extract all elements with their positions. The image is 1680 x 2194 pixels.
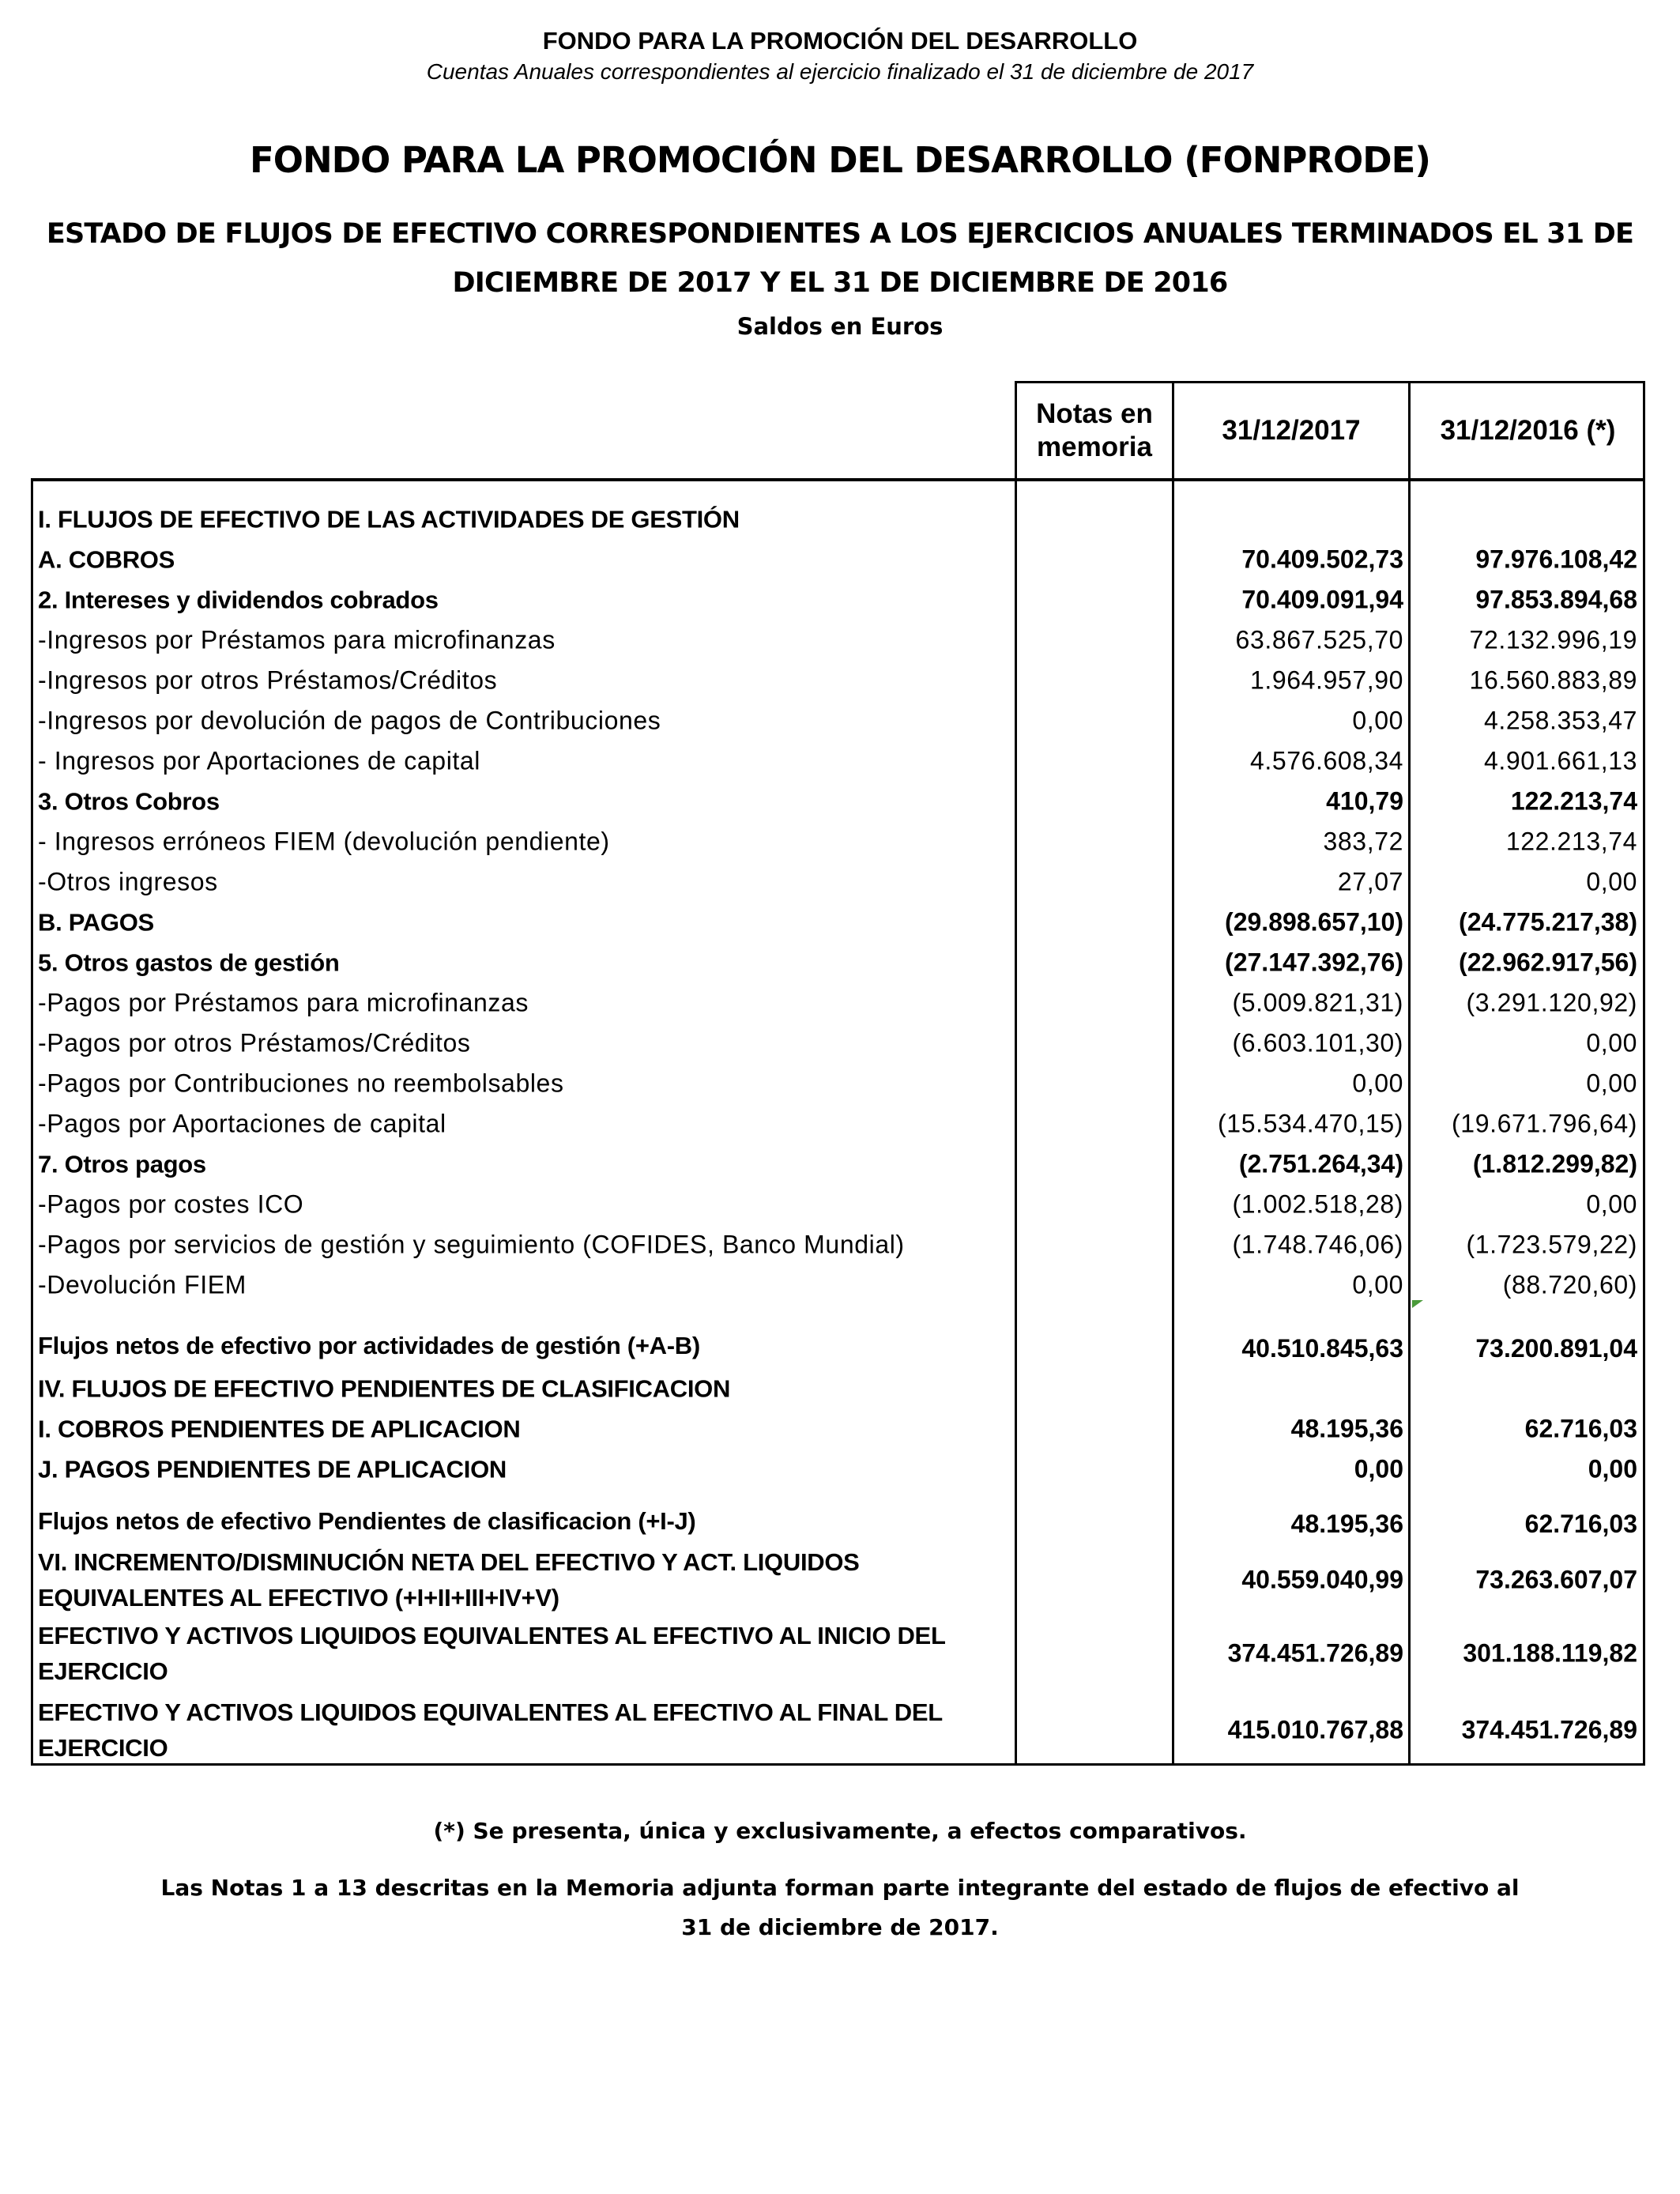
- table-row: [33, 1184, 1643, 1224]
- comment-indicator-icon: [1412, 1300, 1423, 1308]
- row-label: -Ingresos por Préstamos para microfinanzas: [38, 625, 556, 654]
- document-header-subtitle: Cuentas Anuales correspondientes al ejercicio finalizado el 31 de diciembre de 2017: [426, 59, 1254, 84]
- value-2016: (24.775.217,38): [1459, 907, 1637, 936]
- value-2017: 63.867.525,70: [1235, 625, 1403, 654]
- value-2016: 97.853.894,68: [1475, 585, 1637, 613]
- table-row: [33, 821, 1643, 861]
- table-row: [33, 1691, 1643, 1770]
- value-2017: 374.451.726,89: [1227, 1638, 1403, 1668]
- value-2017: 70.409.091,94: [1241, 585, 1403, 613]
- table-row: [33, 1449, 1643, 1489]
- row-label: 5. Otros gastos de gestión: [38, 948, 340, 976]
- row-label: -Devolución FIEM: [38, 1270, 247, 1299]
- value-2017: (15.534.470,15): [1218, 1109, 1403, 1137]
- value-2016: (88.720,60): [1502, 1270, 1637, 1299]
- row-label: - Ingresos por Aportaciones de capital: [38, 746, 481, 775]
- value-2016: (1.812.299,82): [1472, 1149, 1637, 1178]
- table-row: [33, 902, 1643, 942]
- value-2017: 40.510.845,63: [1241, 1334, 1403, 1363]
- value-2016: 122.213,74: [1505, 827, 1637, 855]
- column-header-2017: 31/12/2017: [1222, 415, 1361, 446]
- value-2016: 0,00: [1586, 867, 1637, 895]
- footnote-notes-line1: Las Notas 1 a 13 descritas en la Memoria adjunta forman parte integrante del estado de flujos de efectivo al: [160, 1875, 1520, 1901]
- row-label: I. COBROS PENDIENTES DE APLICACION: [38, 1415, 521, 1442]
- row-label: J. PAGOS PENDIENTES DE APLICACION: [38, 1455, 507, 1483]
- value-2017: 0,00: [1352, 706, 1403, 734]
- row-label: -Pagos por servicios de gestión y seguimiento (COFIDES, Banco Mundial): [38, 1230, 905, 1258]
- table-row: [33, 741, 1643, 781]
- row-label: IV. FLUJOS DE EFECTIVO PENDIENTES DE CLASIFICACION: [38, 1374, 731, 1402]
- footnote-comparative: (*) Se presenta, única y exclusivamente, a efectos comparativos.: [433, 1818, 1247, 1844]
- value-2016: 0,00: [1586, 1069, 1637, 1097]
- value-2017: 48.195,36: [1290, 1414, 1403, 1442]
- value-2017: 0,00: [1352, 1270, 1403, 1299]
- value-2016: (1.723.579,22): [1466, 1230, 1637, 1258]
- value-2016: (3.291.120,92): [1466, 988, 1637, 1016]
- table-row: [33, 620, 1643, 660]
- row-label: -Ingresos por otros Préstamos/Créditos: [38, 665, 498, 694]
- table-row: [33, 1368, 1643, 1408]
- row-label: A. COBROS: [38, 545, 175, 573]
- value-2017: 48.195,36: [1290, 1510, 1403, 1538]
- value-2016: 301.188.119,82: [1463, 1638, 1637, 1668]
- value-2016: 62.716,03: [1524, 1414, 1637, 1442]
- row-label: -Pagos por costes ICO: [38, 1189, 304, 1218]
- table-row: [33, 1144, 1643, 1184]
- value-2017: (27.147.392,76): [1225, 948, 1403, 976]
- value-2017: 1.964.957,90: [1249, 665, 1403, 694]
- table-row: [33, 1544, 1643, 1616]
- table-row: [33, 1023, 1643, 1063]
- row-label: -Pagos por otros Préstamos/Créditos: [38, 1028, 471, 1057]
- value-2016: 73.200.891,04: [1475, 1334, 1637, 1363]
- table-row: [33, 942, 1643, 982]
- value-2016: 16.560.883,89: [1469, 665, 1637, 694]
- table-row: [33, 1305, 1643, 1368]
- row-label: EFECTIVO Y ACTIVOS LIQUIDOS EQUIVALENTES AL EFECTIVO AL INICIO DEL EJERCICIO: [38, 1622, 946, 1685]
- value-2016: 4.258.353,47: [1483, 706, 1637, 734]
- value-2017: (29.898.657,10): [1225, 907, 1403, 936]
- table-row: [33, 579, 1643, 620]
- document-header-org: FONDO PARA LA PROMOCIÓN DEL DESARROLLO: [542, 27, 1138, 55]
- value-2016: 4.901.661,13: [1483, 746, 1637, 775]
- table-row: [33, 781, 1643, 821]
- table-row: [33, 1265, 1643, 1305]
- value-2017: 4.576.608,34: [1249, 746, 1403, 775]
- value-2016: 97.976.108,42: [1475, 545, 1637, 573]
- row-label: -Pagos por Aportaciones de capital: [38, 1109, 446, 1137]
- table-row: [33, 660, 1643, 700]
- value-2017: (6.603.101,30): [1232, 1028, 1403, 1057]
- value-2017: (1.748.746,06): [1232, 1230, 1403, 1258]
- column-header-2016: 31/12/2016 (*): [1440, 415, 1616, 446]
- table-row: [33, 1224, 1643, 1265]
- row-label: 2. Intereses y dividendos cobrados: [38, 586, 439, 613]
- value-2017: 0,00: [1352, 1069, 1403, 1097]
- table-row: [33, 1103, 1643, 1144]
- value-2017: (2.751.264,34): [1238, 1149, 1403, 1178]
- value-2017: (1.002.518,28): [1232, 1189, 1403, 1218]
- row-label: -Ingresos por devolución de pagos de Contribuciones: [38, 706, 661, 734]
- row-label: -Otros ingresos: [38, 867, 218, 895]
- currency-note: Saldos en Euros: [736, 313, 944, 340]
- value-2017: (5.009.821,31): [1232, 988, 1403, 1016]
- row-label: 3. Otros Cobros: [38, 787, 220, 815]
- value-2016: 62.716,03: [1524, 1510, 1637, 1538]
- table-row: [33, 1616, 1643, 1691]
- header-divider: [31, 478, 1645, 481]
- value-2016: 73.263.607,07: [1475, 1565, 1637, 1594]
- value-2016: 0,00: [1588, 1454, 1637, 1483]
- row-label: Flujos netos de efectivo Pendientes de clasificacion (+I-J): [38, 1507, 696, 1535]
- row-label: - Ingresos erróneos FIEM (devolución pendiente): [38, 827, 610, 855]
- value-2016: 374.451.726,89: [1461, 1715, 1637, 1744]
- column-header-notes: Notas en memoria: [1036, 398, 1153, 462]
- value-2017: 70.409.502,73: [1241, 545, 1403, 573]
- value-2016: (22.962.917,56): [1459, 948, 1637, 976]
- value-2016: 72.132.996,19: [1469, 625, 1637, 654]
- value-2017: 410,79: [1326, 786, 1403, 815]
- row-label: -Pagos por Contribuciones no reembolsables: [38, 1069, 564, 1097]
- value-2016: 0,00: [1586, 1028, 1637, 1057]
- table-row: [33, 982, 1643, 1023]
- statement-title-line1: ESTADO DE FLUJOS DE EFECTIVO CORRESPONDIENTES A LOS EJERCICIOS ANUALES TERMINADOS EL 31 DE: [46, 218, 1634, 250]
- value-2017: 415.010.767,88: [1227, 1715, 1403, 1744]
- value-2016: 0,00: [1586, 1189, 1637, 1218]
- value-2016: (19.671.796,64): [1452, 1109, 1637, 1137]
- value-2016: 122.213,74: [1510, 786, 1637, 815]
- row-label: VI. INCREMENTO/DISMINUCIÓN NETA DEL EFECTIVO Y ACT. LIQUIDOS EQUIVALENTES AL EFECTIVO (+I+II+III+IV+V): [38, 1548, 860, 1612]
- table-row: [33, 700, 1643, 741]
- value-2017: 383,72: [1323, 827, 1403, 855]
- table-row: [33, 539, 1643, 579]
- table-row: [33, 1063, 1643, 1103]
- table-body: [33, 499, 1643, 1770]
- row-label: I. FLUJOS DE EFECTIVO DE LAS ACTIVIDADES DE GESTIÓN: [38, 505, 740, 533]
- footnote-notes-line2: 31 de diciembre de 2017.: [681, 1914, 999, 1940]
- table-row: [33, 1408, 1643, 1449]
- page-title: FONDO PARA LA PROMOCIÓN DEL DESARROLLO (FONPRODE): [250, 139, 1430, 181]
- row-label: Flujos netos de efectivo por actividades de gestión (+A-B): [38, 1332, 700, 1359]
- value-2017: 40.559.040,99: [1241, 1565, 1403, 1594]
- statement-title-line2: DICIEMBRE DE 2017 Y EL 31 DE DICIEMBRE DE 2016: [452, 267, 1228, 299]
- row-label: EFECTIVO Y ACTIVOS LIQUIDOS EQUIVALENTES AL EFECTIVO AL FINAL DEL EJERCICIO: [38, 1698, 943, 1762]
- table-row: [33, 1489, 1643, 1544]
- table-row: [33, 861, 1643, 902]
- table-row: [33, 499, 1643, 539]
- row-label: -Pagos por Préstamos para microfinanzas: [38, 988, 529, 1016]
- value-2017: 0,00: [1354, 1454, 1403, 1483]
- row-label: B. PAGOS: [38, 908, 154, 936]
- value-2017: 27,07: [1337, 867, 1403, 895]
- row-label: 7. Otros pagos: [38, 1150, 206, 1178]
